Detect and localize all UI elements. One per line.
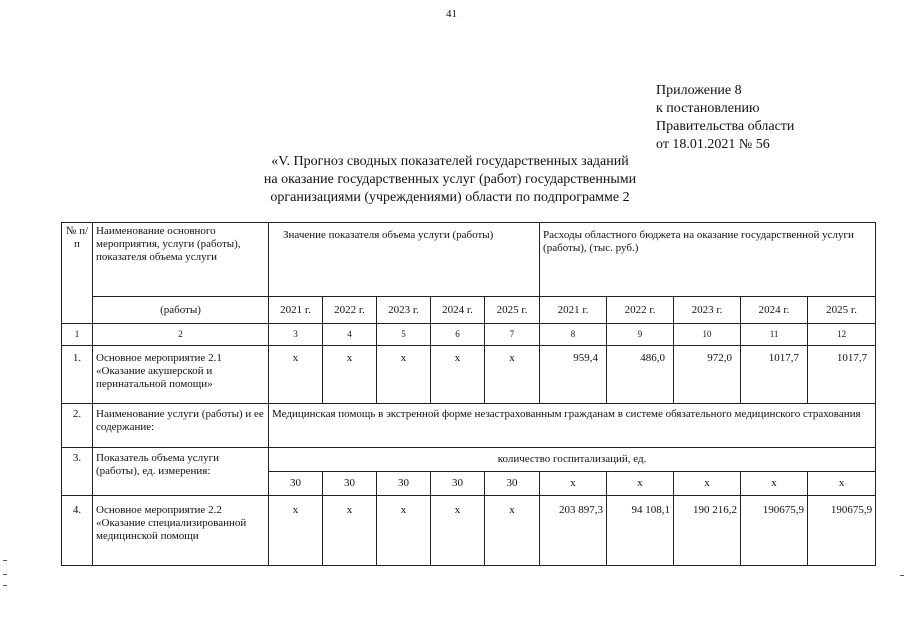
page-number: 41 [446,8,457,20]
year-cell: 2023 г. [377,297,431,324]
header-num: № п/п [62,223,93,324]
expense-cell: 190675,9 [808,496,876,566]
appendix-line-1: Приложение 8 [656,83,742,98]
col-number: 12 [808,324,876,346]
col-number: 6 [431,324,485,346]
years-row [62,297,876,324]
appendix-line-4: от 18.01.2021 № 56 [656,137,770,152]
section-title [230,153,670,207]
scan-mark [3,574,7,575]
title-line-1: «V. Прогноз сводных показателей государственных заданий [271,154,629,169]
expense-cell: х [674,472,741,496]
year-cell: 2022 г. [323,297,377,324]
year-cell: 2022 г. [607,297,674,324]
col-number: 4 [323,324,377,346]
expense-cell: х [808,472,876,496]
col-number: 10 [674,324,741,346]
scan-mark [3,585,7,586]
volume-cell: х [377,496,431,566]
expense-cell: 486,0 [607,346,674,404]
volume-cell: х [485,346,540,404]
expense-cell: 190 216,2 [674,496,741,566]
col-number: 1 [62,324,93,346]
table-row [62,404,876,448]
volume-cell: 30 [377,472,431,496]
header-name: Наименование основного мероприятия, услуги (работы), показателя объема услуги [93,223,269,297]
col-number: 7 [485,324,540,346]
year-cell: 2024 г. [741,297,808,324]
col-number: 3 [269,324,323,346]
row-number: 3. [62,448,93,496]
table-row [62,448,876,472]
scan-mark [3,560,7,561]
volume-cell: х [431,346,485,404]
col-number: 2 [93,324,269,346]
col-number: 8 [540,324,607,346]
service-content: Медицинская помощь в экстренной форме незастрахованным гражданам в системе обязательного медицинского страхования [269,404,876,448]
row-number: 2. [62,404,93,448]
appendix-line-3: Правительства области [656,119,795,134]
volume-cell: 30 [323,472,377,496]
expense-cell: х [741,472,808,496]
row-number: 1. [62,346,93,404]
year-cell: 2023 г. [674,297,741,324]
expense-cell: 190675,9 [741,496,808,566]
volume-cell: х [323,346,377,404]
scan-mark [900,575,904,576]
year-cell: 2025 г. [485,297,540,324]
volume-cell: 30 [485,472,540,496]
volume-cell: 30 [269,472,323,496]
header-row [62,223,876,297]
volume-cell: х [269,346,323,404]
forecast-table [61,222,876,566]
unit-cell: количество госпитализаций, ед. [269,448,876,472]
header-expenses: Расходы областного бюджета на оказание государственной услуги (работы), (тыс. руб.) [540,223,876,297]
col-number: 11 [741,324,808,346]
volume-cell: 30 [431,472,485,496]
col-number: 9 [607,324,674,346]
title-line-3: организациями (учреждениями) области по подпрограмме 2 [270,190,630,205]
expense-cell: 1017,7 [741,346,808,404]
expense-cell: х [540,472,607,496]
expense-cell: 972,0 [674,346,741,404]
table-row [62,346,876,404]
col-number: 5 [377,324,431,346]
volume-cell: х [377,346,431,404]
expense-cell: 94 108,1 [607,496,674,566]
header-volume: Значение показателя объема услуги (работы) [269,223,540,297]
row-name: Наименование услуги (работы) и ее содержание: [93,404,269,448]
table-row [62,496,876,566]
title-line-2: на оказание государственных услуг (работ) государственными [263,172,637,187]
appendix-header [656,82,794,154]
year-cell: 2021 г. [540,297,607,324]
header-name-cont: (работы) [93,297,269,324]
row-name: Основное мероприятие 2.1 «Оказание акушерской и перинатальной помощи» [93,346,269,404]
volume-cell: х [485,496,540,566]
year-cell: 2025 г. [808,297,876,324]
year-cell: 2024 г. [431,297,485,324]
volume-cell: х [431,496,485,566]
expense-cell: 959,4 [540,346,607,404]
row-name: Основное мероприятие 2.2 «Оказание специализированной медицинской помощи [93,496,269,566]
row-number: 4. [62,496,93,566]
column-numbers-row [62,324,876,346]
expense-cell: 203 897,3 [540,496,607,566]
appendix-line-2: к постановлению [656,101,760,116]
volume-cell: х [323,496,377,566]
expense-cell: х [607,472,674,496]
volume-cell: х [269,496,323,566]
row-name: Показатель объема услуги (работы), ед. измерения: [93,448,269,496]
expense-cell: 1017,7 [808,346,876,404]
year-cell: 2021 г. [269,297,323,324]
